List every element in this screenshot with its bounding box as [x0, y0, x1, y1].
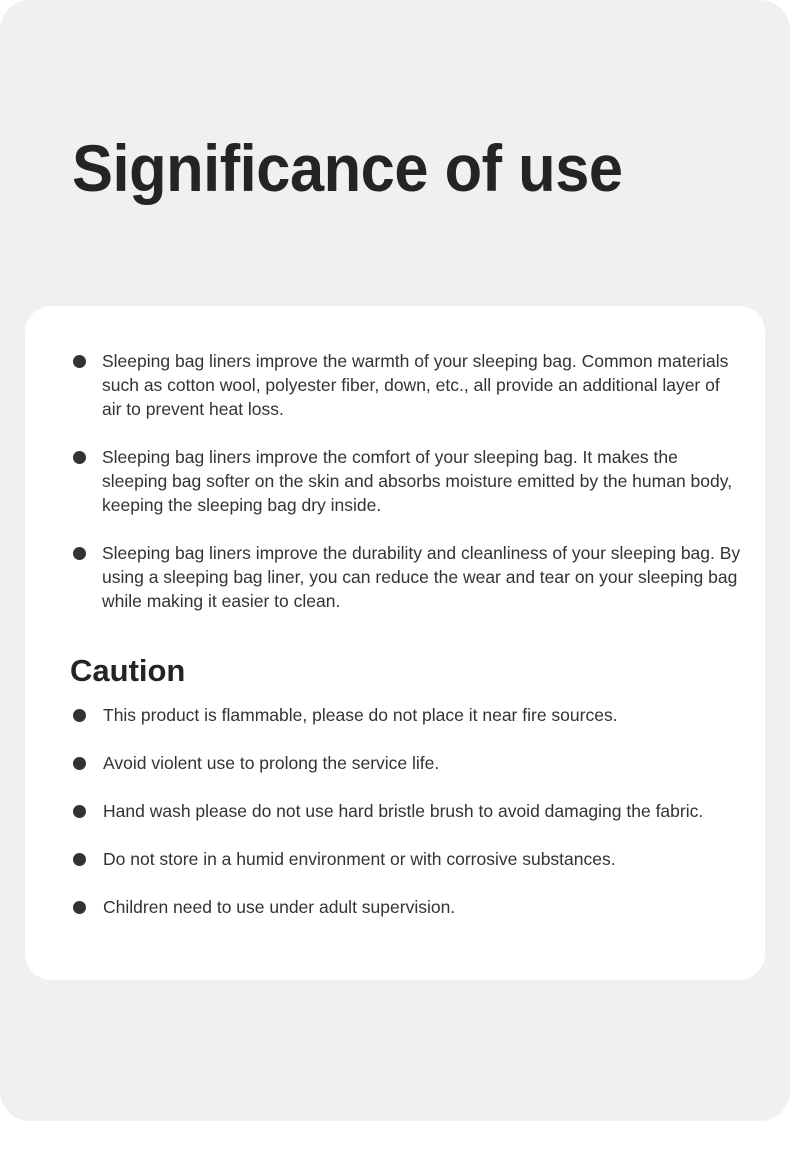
- page-title: Significance of use: [72, 131, 623, 205]
- list-item: [72, 703, 742, 727]
- list-item: [72, 349, 742, 421]
- bullet-icon: [73, 901, 86, 914]
- bullet-icon: [73, 709, 86, 722]
- list-item-text: Children need to use under adult supervision.: [103, 897, 456, 917]
- bullet-icon: [73, 547, 86, 560]
- bullet-icon: [73, 805, 86, 818]
- list-item-text: Sleeping bag liners improve the durability and cleanliness of your sleeping bag. By using a sleeping bag liner, you can reduce the wear and tear on your sleeping bag while making it easier to clean.: [102, 543, 741, 611]
- list-item-text: Sleeping bag liners improve the warmth of your sleeping bag. Common materials such as cotton wool, polyester fiber, down, etc., all provide an additional layer of air to prevent heat loss.: [102, 351, 729, 419]
- bullet-icon: [73, 451, 86, 464]
- list-item: [72, 751, 742, 775]
- caution-list: [72, 703, 742, 943]
- significance-list: [72, 349, 742, 637]
- content-card: [25, 306, 765, 980]
- caution-heading: Caution: [70, 653, 186, 688]
- bullet-icon: [73, 355, 86, 368]
- list-item-text: Hand wash please do not use hard bristle brush to avoid damaging the fabric.: [103, 801, 704, 821]
- bullet-icon: [73, 757, 86, 770]
- list-item-text: This product is flammable, please do not place it near fire sources.: [103, 705, 618, 725]
- list-item: [72, 799, 742, 823]
- list-item: [72, 847, 742, 871]
- list-item-text: Do not store in a humid environment or with corrosive substances.: [103, 849, 616, 869]
- list-item: [72, 445, 742, 517]
- bullet-icon: [73, 853, 86, 866]
- list-item-text: Sleeping bag liners improve the comfort of your sleeping bag. It makes the sleeping bag softer on the skin and absorbs moisture emitted by the human body, keeping the sleeping bag dry inside.: [102, 447, 733, 515]
- list-item: [72, 895, 742, 919]
- list-item-text: Avoid violent use to prolong the service life.: [103, 753, 440, 773]
- list-item: [72, 541, 742, 613]
